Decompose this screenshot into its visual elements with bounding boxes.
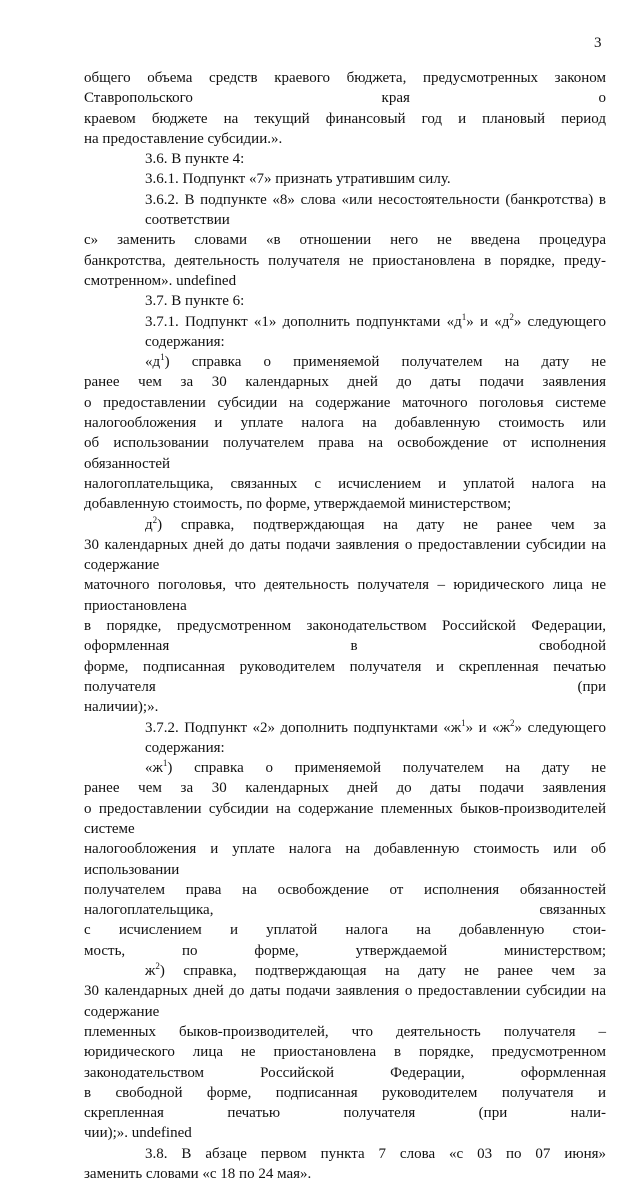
paragraph: 3.6. В пункте 4: — [145, 151, 245, 168]
paragraph: 3.8. В абзаце первом пункта 7 слова «с 03 по 07 июня» заменить словами «с 18 по 24 мая». — [84, 1145, 606, 1183]
paragraph: 3.7. В пункте 6: — [145, 293, 245, 310]
document-body — [84, 68, 606, 1184]
page-number: 3 — [594, 35, 602, 51]
paragraph: «$д^1$) справка о применяемой получателем на дату не ранее чем за 30 календарных дней до даты подачи заявления о предоставлении субсидии на содержание маточного поголовья системе налогообложения и уплате налога на добавленную стоимость или об использовании получателем права на освобождение от исполнения обязанностей налогоплательщика, связанных с исчислением и уплатой налога на добавленную стоимость, по форме, утверждаемой министерством; — [84, 352, 606, 513]
paragraph: 3.6.1. Подпункт «7» признать утратившим силу. — [145, 171, 451, 188]
paragraph: общего объема средств краевого бюджета, предусмотренных законом Ставропольского края о краевом бюджете на текущий финансовый год и плановый период на предоставление субсидии.». — [84, 70, 606, 147]
paragraph: $ж^2$) справка, подтверждающая на дату не ранее чем за 30 календарных дней до даты подачи заявления о предоставлении субсидии на содержание племенных быков-производителей, что деятельность получателя – юридического лица не приостановлена в порядке, предусмотренном законодательством Российской Федерации, оформленная в свободной форме, подписанная руководителем получателя и скрепленная печатью получателя (при нали- чии);». undefined — [84, 961, 606, 1142]
paragraph: 3.6.2. В подпункте «8» слова «или несостоятельности (банкротства) в соответствии с» заменить словами «в отношении него не введена процедура банкротства, деятельность получателя не приостановлена в порядке, преду- смотренном». undefined — [84, 191, 606, 289]
paragraph: 3.7.2. Подпункт «2» дополнить подпунктами «$ж^1$» и «$ж^2$» следующего содержания: — [145, 717, 606, 756]
paragraph: $д^2$) справка, подтверждающая на дату не ранее чем за 30 календарных дней до даты подачи заявления о предоставлении субсидии на содержание маточного поголовья, что деятельность получателя – юридического лица не приостановлена в порядке, предусмотренном законодательством Российской Федерации, оформленная в свободной форме, подписанная руководителем получателя и скрепленная печатью получателя (при наличии);». — [84, 514, 606, 716]
paragraph: «$ж^1$) справка о применяемой получателем на дату не ранее чем за 30 календарных дней до даты подачи заявления о предоставлении субсидии на содержание племенных быков-производителей системе налогообложения и уплате налога на добавленную стоимость или об использовании получателем права на освобождение от исполнения обязанностей налогоплательщика, связанных с исчислением и уплатой налога на добавленную стои- мость, по форме, утверждаемой министерством; — [84, 758, 606, 959]
paragraph: 3.7.1. Подпункт «1» дополнить подпунктами «$д^1$» и «$д^2$» следующего содержания: — [145, 311, 606, 350]
